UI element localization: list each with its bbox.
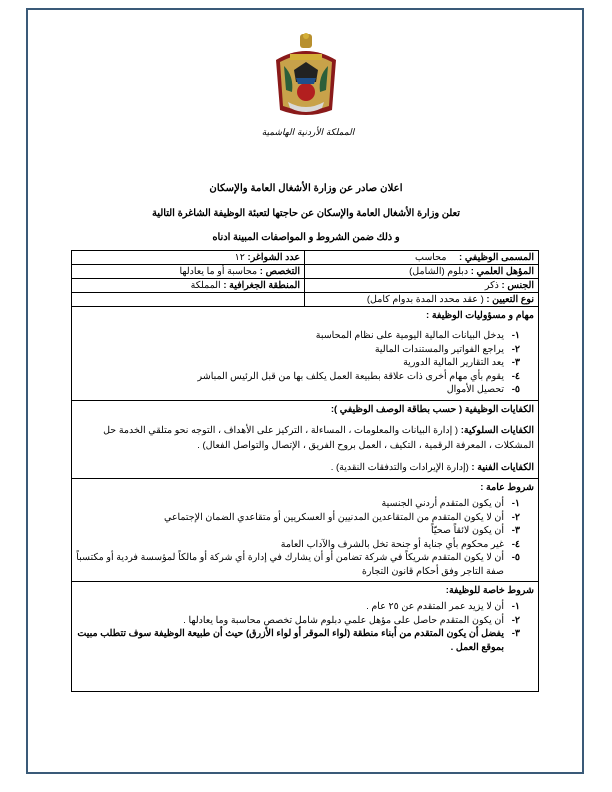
list-item: ٢- أن يكون المتقدم حاصل على مؤهل علمي دبلوم شامل تخصص محاسبة وما يعادلها .: [183, 614, 520, 626]
qualification-value: دبلوم (الشامل): [409, 266, 469, 277]
special-conditions-section: [72, 582, 538, 691]
vacancies-value: ١٢: [234, 252, 245, 263]
row-qualification-specialization: [72, 265, 538, 279]
row-gender-region: [72, 279, 538, 293]
list-item: ٢- يراجع الفواتير والمستندات المالية: [374, 343, 520, 355]
job-title-value: محاسب: [415, 252, 447, 263]
specialization-label: التخصص :: [259, 266, 300, 277]
list-item: ٤- غير محكوم بأي جناية أو جنحة تخل بالشرف والآداب العامة: [280, 538, 520, 550]
general-conditions-list: [76, 495, 534, 578]
kingdom-name: المملكة الأردنية الهاشمية: [261, 128, 355, 138]
list-item: ٣- أن يكون لائقاً صحيّاً: [430, 525, 520, 536]
list-item: ٣- يعد التقارير المالية الدورية: [403, 357, 520, 368]
list-item: ٥- أن لا يكون المتقدم شريكاً في شركة تضامن أو أن يشارك في إدارة أي شركة أو مالكاً لمؤسسة فردية أو مكتسباً صفة التاجر وفق أحكام قانون التجارة: [76, 552, 520, 577]
row-appointment: [72, 293, 538, 307]
gender-label: الجنس :: [501, 280, 534, 291]
competencies-title: الكفايات الوظيفية ( حسب بطاقة الوصف الوظيفي ):: [330, 403, 534, 415]
special-conditions-list: [76, 598, 534, 654]
announcement-title: اعلان صادر عن وزارة الأشغال العامة والإسكان: [209, 183, 403, 194]
list-item: ٥- تحصيل الأموال: [446, 384, 520, 395]
behavioral-label: الكفايات السلوكية:: [460, 424, 534, 436]
announcement-intro: تعلن وزارة الأشغال العامة والإسكان عن حاجتها لتعبئة الوظيفة الشاغرة التالية: [152, 208, 460, 219]
duties-section: [72, 307, 538, 401]
list-item: ٣- يفضل أن يكون المتقدم من أبناء منطقة (لواء الموقر أو لواء الأزرق) حيث أن طبيعة الوظيفة سوف تتطلب مبيت بموقع العمل .: [77, 628, 520, 653]
general-conditions-section: [72, 479, 538, 582]
special-conditions-title: شروط خاصة للوظيفة:: [445, 585, 534, 596]
job-details-table: [71, 250, 539, 692]
competencies-section: [72, 401, 538, 480]
appointment-value: ( عقد محدد المدة بدوام كامل): [366, 294, 484, 305]
royal-emblem-icon: [266, 32, 346, 122]
region-label: المنطقة الجغرافية :: [223, 280, 300, 291]
list-item: ١- يدخل البيانات المالية اليومية على نظام المحاسبة: [315, 330, 520, 341]
general-conditions-title: شروط عامة :: [480, 482, 534, 493]
technical-competencies: [76, 460, 534, 476]
list-item: ٢- أن لا يكون المتقدم من المتقاعدين المدنيين أو العسكريين أو متقاعدي الضمان الإجتماعي: [163, 511, 520, 523]
specialization-value: محاسبة أو ما يعادلها: [179, 266, 258, 277]
list-item: ١- أن لا يزيد عمر المتقدم عن ٢٥ عام .: [366, 601, 520, 612]
region-value: المملكة: [190, 280, 221, 291]
behavioral-text: ( إدارة البيانات والمعلومات ، المساءلة ، التركيز على الأهداف ، التوجه نحو متلقي الخدمة حل المشكلات ، المعرفة الرقمية ، التكيف ، العمل بروح الفريق ، الإتصال والتواصل الفعال) .: [103, 424, 534, 451]
list-item: ٤- يقوم بأي مهام أخرى ذات علاقة بطبيعة العمل يكلف بها من قبل الرئيس المباشر: [197, 370, 520, 382]
duties-list: [76, 323, 534, 397]
gender-value: ذكر: [484, 280, 499, 291]
qualification-label: المؤهل العلمي :: [470, 266, 534, 277]
behavioral-competencies: [76, 423, 534, 454]
row-title-vacancies: [72, 251, 538, 265]
list-item: ١- أن يكون المتقدم أردني الجنسية: [381, 498, 520, 509]
job-title-label: المسمى الوظيفي :: [459, 252, 534, 263]
technical-label: الكفايات الفنية :: [471, 461, 534, 473]
announcement-conditions-note: و ذلك ضمن الشروط و المواصفات المبينة ادناه: [212, 232, 400, 243]
duties-title: مهام و مسؤوليات الوظيفة :: [426, 310, 534, 321]
technical-text: (إدارة الإيرادات والتدفقات النقدية) .: [330, 461, 469, 473]
appointment-label: نوع التعيين :: [486, 294, 534, 305]
vacancies-label: عدد الشواغر:: [247, 252, 300, 263]
